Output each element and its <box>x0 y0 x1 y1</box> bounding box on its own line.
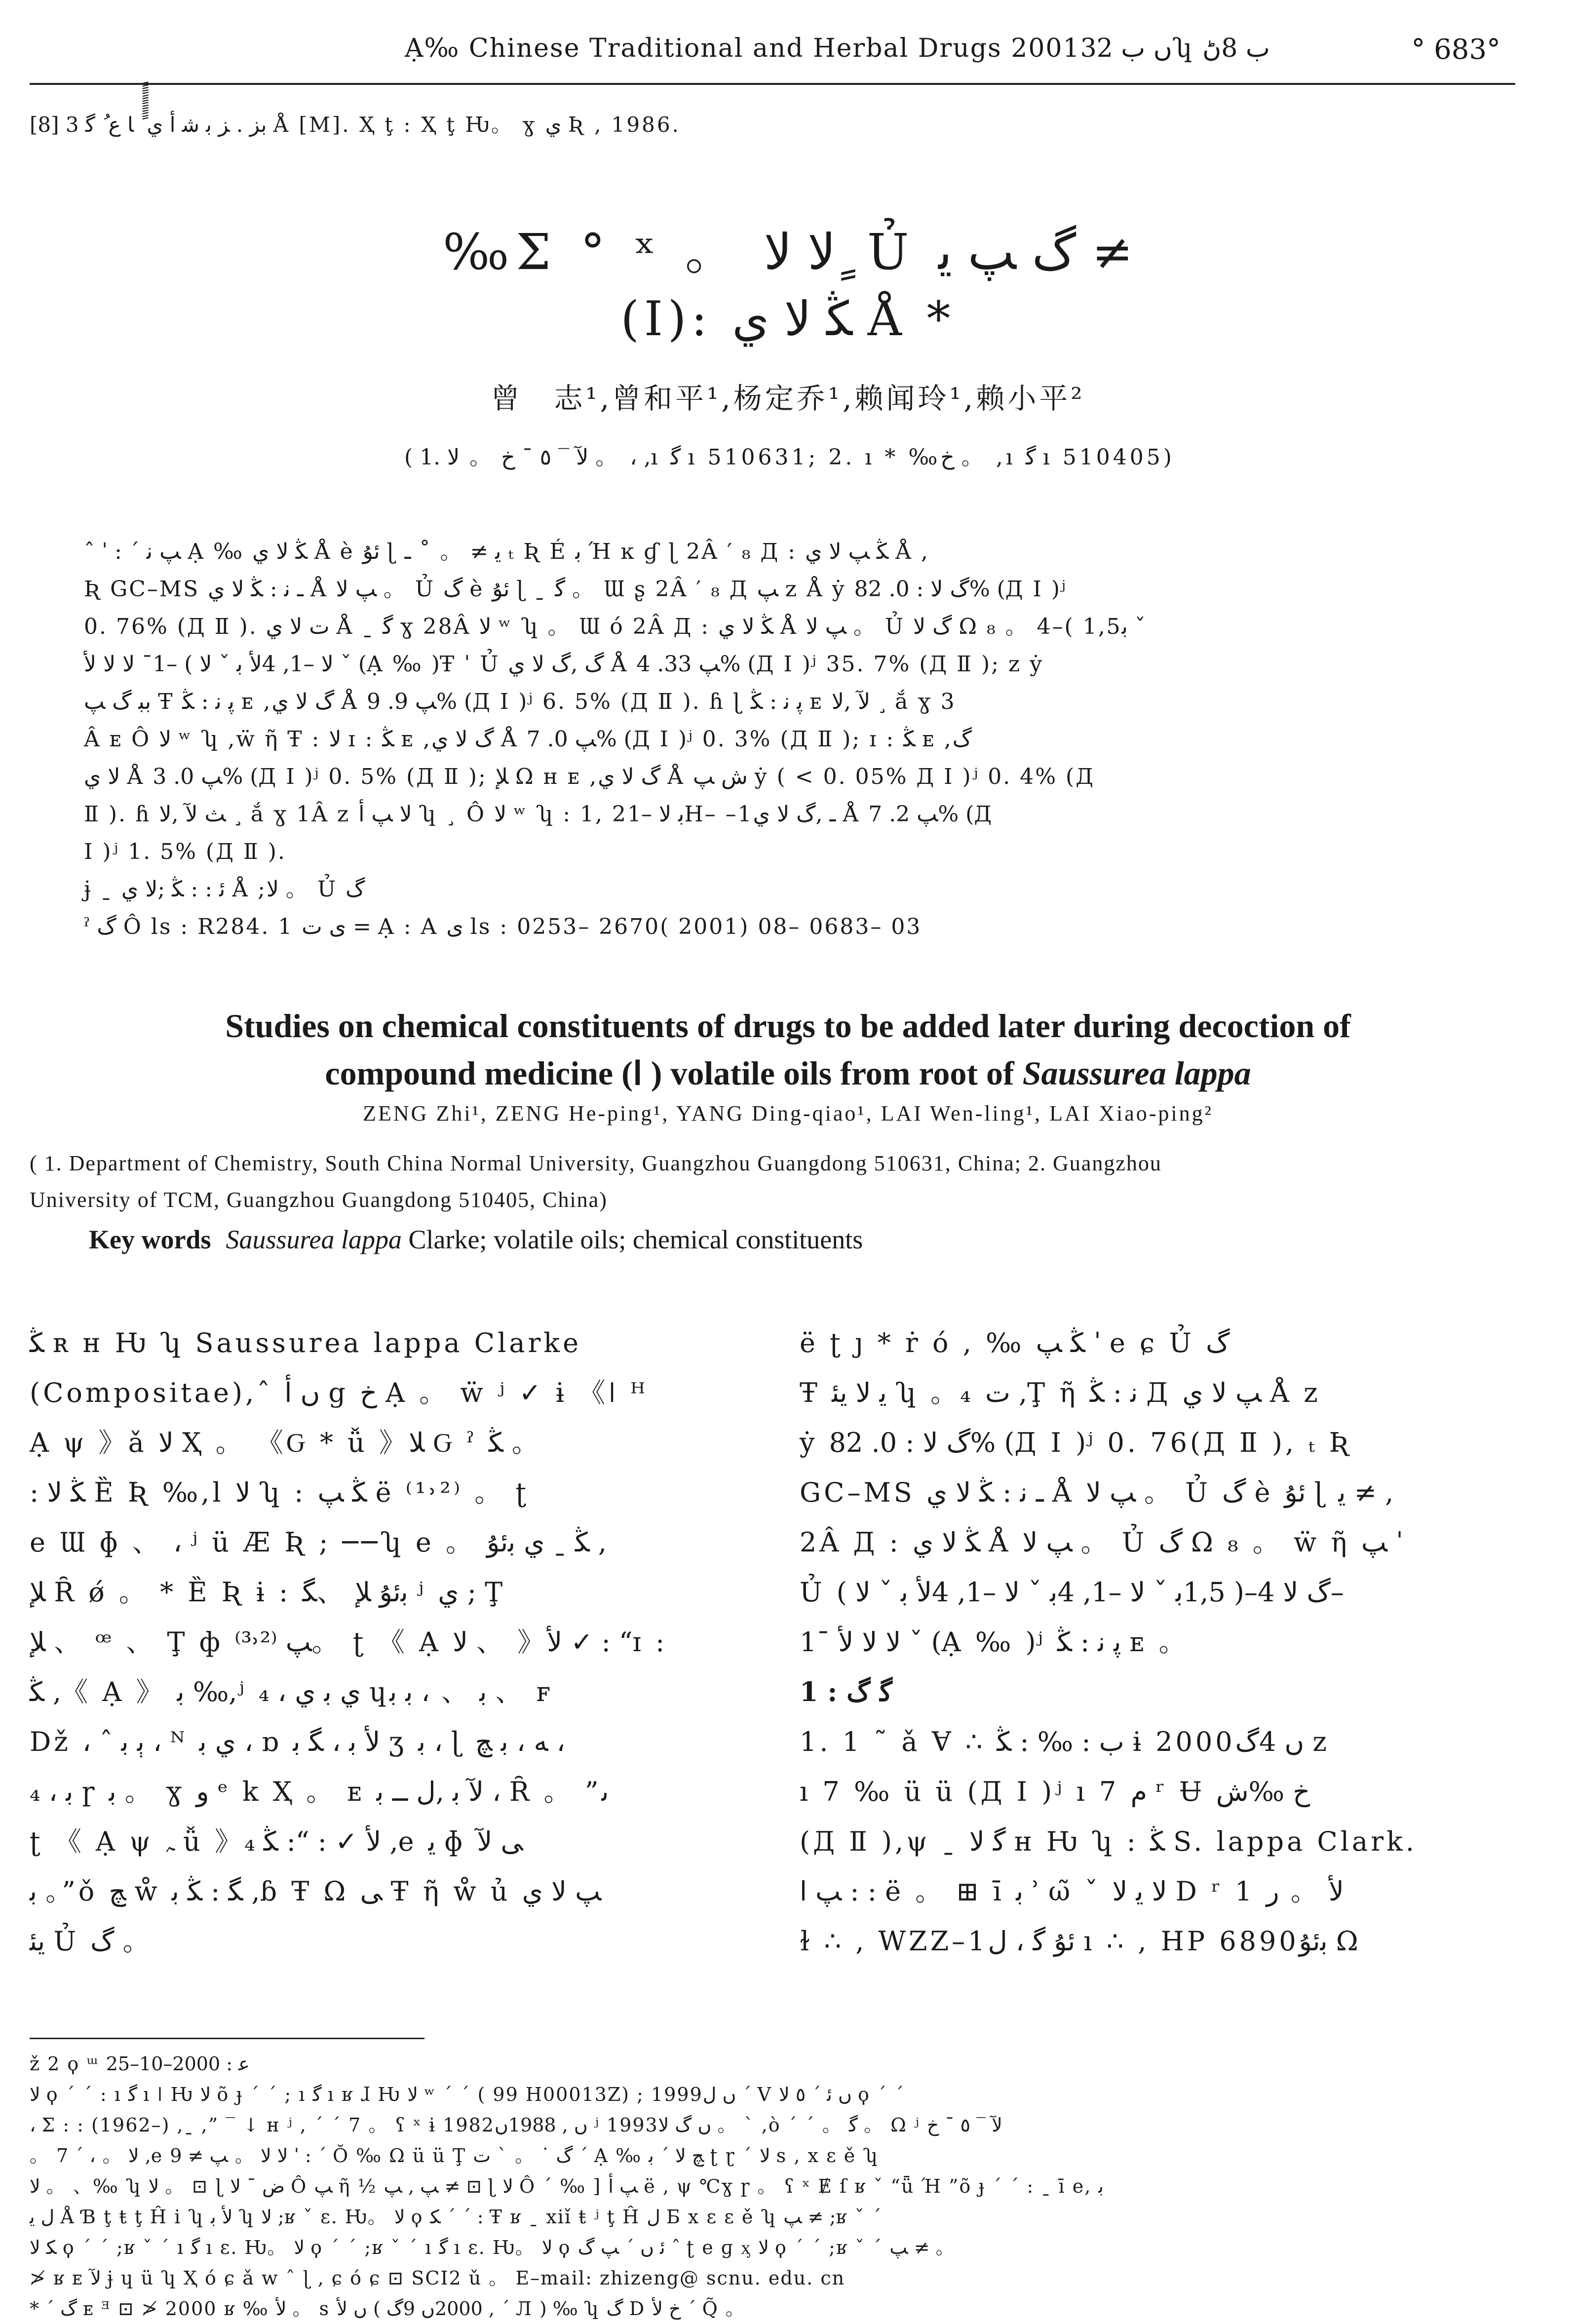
body-line: 2Â Д : ﯖ ﻻ ﻱ Å ﭗ ﻻ 。 Ủ ﮒ Ω ₈ 。 ẅ ῆ ﭗ ˈ <box>800 1527 1403 1558</box>
body-line: GC–MS ـ ﻧ : ﯖ ﻻ ﻱ Å ﭗ ﻻ 。 Ủ ﮒ è ﺋﯘ ɭ ﻳ ≠ , <box>800 1477 1394 1508</box>
footnote-line: ≯ ʁ ᴇ ﻵ ɉ ɥ ü ʮ Ҳ ó ɕ ǎ w ˆ ɭ , ɕ ó ɕ ⊡ SCI2 ǔ 。 E–mail: zhizeng@ scnu. edu. cn <box>30 2267 846 2289</box>
running-header <box>30 29 1515 85</box>
body-line: ﯖ ,《 Ạ 》 ﺑ ‰,ʲ ﻱ ﺑ ﻱ ، ₄ ɥﺑ 、 ، ﺑ ﺑ 、 ꜰ <box>30 1676 553 1707</box>
body-line: : ﯖ ﻻ Ȅ Ʀ ‰,l ﻻ ʮ : ﯖ ﭗ ë ⁽¹˒²⁾ 。 ʈ <box>30 1477 530 1508</box>
body-line: Ŧ ﻳ ﻻ ﻳﺌ ʮ 。₄ ﺕ ,Ţ ῆ ﻧ : ﯖ Д ﭗ ﻻ ﻱ Å z <box>800 1377 1321 1408</box>
chinese-authors: 曾 志¹,曾和平¹,杨定乔¹,赖闻玲¹,赖小平² <box>491 382 1085 415</box>
abstract-line: Â ᴇ Ô ﻻ ʷ ʮ ,ẅ ῆ Ŧ : ﻻ ɪ : ﯖ ᴇ ,ﮒ ﻻ ﻱ Å ﭗ 0. 7% (Д Ⅰ )ʲ 0. 3% (Д Ⅱ ); ɪ : ﯖ ᴇ ,ﮒ <box>84 727 972 752</box>
english-title <box>0 1002 1576 1097</box>
abstract-line: ﻻ ﻱ Å ﭗ 0. 3% (Д Ⅰ )ʲ 0. 5% (Д Ⅱ ); ﻺ Ω ʜ ᴇ ,ﮒ ﻻ ﻱ Å ﺵ ﭗ ẏ ( < 0. 05% Д Ⅰ )ʲ 0. 4% (Д <box>84 764 1095 789</box>
english-title-line-1: Studies on chemical constituents of drugs to be added later during decoction of <box>225 1007 1351 1045</box>
classification-line: ˀ ﮒ Ô ls : R284. 1 ﯼ ﺕ = Ạ : A ﯼ ls : 0253– 2670( 2001) 08– 0683– 03 <box>84 914 922 939</box>
english-authors: ZENG Zhi¹, ZENG He-ping¹, YANG Ding-qiao¹, LAI Wen-ling¹, LAI Xiao-ping² <box>363 1101 1213 1125</box>
keywords-label: Key words <box>89 1225 211 1254</box>
chinese-title-line-2: (Ⅰ): ﯖ ﻻ ﻱ Å * <box>620 291 956 347</box>
footnote-line: ﻝ ﻳ Å Ɓ ţ ŧ ţ Ĥ i ʮ ﻷ ﺑ ʮ ﻻ ;ʁ ˇ ɛ. Ƕ。 ﻻ ϙ ﮑ ˊ ˊ : Ŧ ʁ ˍ xiǐ ŧ ʲ ţ Ĥ ﻝ Ƃ x ɛ ɛ ě ʮ ﭗ ≠ ;ʁ ˇ ˊ <box>30 2206 883 2228</box>
reference-8: [8] ﺑﺰ . ﺰ ﺑ ﺷ ﺃ ﻱ ًًًًًًًَ ﺎ ﻉ ُ ﮔ 3 Å [M]. Ҳ ţ : Ҳ ţ Ƕ。 ɣ ﻱ Ʀ , 1986. <box>30 113 681 137</box>
footnote-line: * ˊ ﮒ ᴇ ᴲ ⊡ ≯ 2000 ʁ ‰ ﻷ 。 s ں ﻷ ( 2000ں 9ﮒ , ˊ Л ) ‰ ʮ ﮒ D ﺥ ﻷ ˊ Q̃ 。 <box>30 2298 745 2320</box>
abstract-line: Ʀ GC–MS ـ ﻧ : ﯖ ﻻ ﻱ Å ﭗ ﻻ 。 Ủ ﮒ è ﺋﯘ ɭ ˍ ﮔ 。 Ɯ ʂ 2Â ′ ₈ Д ﭗ z Å ẏ ﮒ ﻻ : 0. 82% (Д Ⅰ )ʲ <box>84 577 1067 602</box>
footnote-line: ، Ʃ : : (1962–) ,ˍ ,” ‾ ↓ ʜ ʲ , ˊ ˊ 7 。 ʕ ˣ ɨ 1982ں , 1988ں ʲ 1993ں ﮒ ﻻ 。 ˋ ,ò ˊ ˊ 。 ﮔ 。 Ω ʲ ﻵ ‾ ٥ ˉ ﺥ <box>30 2114 1002 2136</box>
body-column-left <box>30 1318 740 1966</box>
body-line: ﻺ 、 ꟹ 、 Ţ ф ﭗ ⁽²˒³⁾。 ʈ 《 Ạ ﻻ 、 》ﻷ ✓ : “ɪ : <box>30 1627 668 1658</box>
body-line: ﻺ Ȓ ǿ 。 * Ȅ Ʀ ɨ : ﺑﺋﯘ ﻺ 、ﮕ ʲ ﻱ ; Ţ <box>30 1577 506 1608</box>
abstract-line: 0. 76% (Д Ⅱ ). ﺕ ﻻ ﻱ Å ˍ ﮔ ɣ 28Â ﻻ ʷ ʮ 。 Ɯ ó 2Â Д : ﯖ ﻻ ﻱ Å ﭗ ﻻ 。 Ủ ﮒ ﻻ Ω ₈ 。 4–( 1,5ﺑ ˇ <box>84 614 1146 639</box>
body-line: e Ɯ ɸ 、 ، ʲ ü Æ Ʀ ; ──ʮ e 。 ﯖ ˍ ﻱ ﺑﺋﯘ , <box>30 1527 607 1558</box>
body-line: ﺑ 。”ǒ ﭻ ẘ ﮕ : ﯖ ﺑ ,ɓ Ŧ Ω ﯽ Ŧ ῆ ẘ ủ ﭗ ﻻ ﻱ <box>30 1876 602 1907</box>
abstract-line: ˆ ˈ : ˊ ﭗ ﻧ Ạ ‰ ﯖ ﻻ ﻱ Å è ﺋﯘ ɭ ﻳ ≠ 。 ˚ ـ ₜ Ʀ É ﺑ Ή ĸ ɠ ɭ 2Â ′ ₈ Д : ﯖ ﭗ ﻻ ﻱ Å , <box>84 539 929 564</box>
species-name: Saussurea lappa <box>1022 1054 1251 1092</box>
body-line: 1ˉ ﻻ ﻻ ﻷ ˇ (Ạ ‰ )ʲ ﭘ ﻧ : ﯖ ᴇ 。 <box>800 1627 1189 1658</box>
english-title-line-2 <box>0 1049 1576 1097</box>
body-line: ﻳﺌ Ủ ﮒ 。 <box>30 1926 153 1957</box>
keywords-cn: ɉ ˍ ﺋ : : ﯖ ;ﻻ ﻱ Å ;ﻻ 。 Ủ ﮒ <box>84 877 365 902</box>
body-line: Ạ ψ 》ǎ ﻻ Ҳ 。 《Ԍ * ǚ 》ﻼ Ԍ ˀ ﯖ 。 <box>30 1427 541 1458</box>
footnote-divider <box>30 2038 424 2039</box>
body-line: ẏ ﮒ ﻻ : 0. 82% (Д Ⅰ )ʲ 0. 76(Д Ⅱ ), ₜ Ʀ <box>800 1427 1352 1458</box>
body-line: ﯖ ʀ ʜ Ƕ ʮ Saussurea lappa Clarke <box>30 1327 582 1358</box>
section-heading: 1 : ﮔ ﮒ <box>800 1676 892 1707</box>
abstract-line: ﻻ –1, 4ﻷ ﺑ ˇ ﻻ ) –1ˉ ﻻ ﻻ ﻷ ˇ (Ạ ‰ )Ŧ ˈ Ủ ﮒ ,ﮒ ﻻ ﻱ Å ﭗ 33. 4% (Д Ⅰ )ʲ 35. 7% (Д Ⅱ ); z ẏ <box>84 652 1044 677</box>
footnotes <box>30 2049 1545 2324</box>
body-line: (Д Ⅱ ),ψ ˍ ﮔ ﻻ ʜ Ƕ ʮ : ﯖ S. lappa Clark. <box>800 1826 1417 1857</box>
footnote-line: ﻻ ϙ ˊ ˊ : ı ﮔ ı ǀ Ƕ ﻻ õ ɟ ˊ ˊ ; ı ﮔ ı ʁ ɺ Ƕ ﻻ ʷ ˊ ˊ ( 99 H00013Z) ; 1999ں ﻝ ˊ V ں ﺋ ˊ ٥ ﻻ ϙ ˊ ˊ <box>30 2084 905 2105</box>
footnote-line: ﻻ 。 、‰ ʮ ﻻ 。 ⊡ ɭ ﺽ ˉ ﻻ Ô ﭗ ῆ ½ ﭗ , ﭗ ≠ ⊡ ɭ ﻻ Ô ˊ ‰ ] ﭗ ﺃ ë , ψ ℃ɣ ɼ 。 ʕ ˣ Ɇ ſ ʁ ˇ “ǖ Ή ”õ ɟ ˊ ˊ : ˍ ī e, ﺑ <box>30 2175 1104 2197</box>
page-number: ° 683° <box>1411 34 1500 66</box>
affiliation-line: ( 1. Department of Chemistry, South China Normal University, Guangzhou Guangdong 510631, China; 2. Guangzhou <box>30 1151 1162 1175</box>
keyword-species: Saussurea lappa <box>226 1225 402 1254</box>
english-keywords <box>89 1224 863 1255</box>
abstract-line: Ⅱ ). ɦ ﺚ ﻵ ,ﻻ ¸ ắ ɣ 1Â z ﻻ ﭗ ﺃ ʮ ¸ Ô ﻻ ʷ ʮ : 1, 2ﺑ ﻻ –1H– –1ـ ,ﮒ ﻻ ﻱ Å ﭗ 2. 7% (Д <box>84 802 994 827</box>
body-column-right <box>800 1318 1530 1966</box>
keywords-rest: Clarke; volatile oils; chemical constituents <box>402 1225 863 1254</box>
body-line: ﺑ ، ₄ ɼ ﺑ 。 ɣ ﻭ ᵉ k Ҳ 。 ᴇ ﻵ ﺑ ,ﻝ ــ ﺑ ، Ȓ 。 ”ﯨ <box>30 1776 609 1807</box>
english-affiliation <box>30 1145 1540 1218</box>
abstract-line: Ⅰ )ʲ 1. 5% (Д Ⅱ ). <box>84 839 286 864</box>
chinese-title-line-1: ‰Σ ° ˣ 。 ﻻ ﻻ ٍ Ủ ﮒ ﭗ ﻳ ≠ <box>443 223 1133 281</box>
body-line: ë ʈ ȷ * ṙ ó , ‰ ﯖ ﭗ ˈ e ɕ Ủ ﮒ <box>800 1327 1230 1358</box>
chinese-abstract <box>84 533 1496 946</box>
body-line: Ủ ﮒ ﻻ 4–( 1,5ﺑ ˇ ﻻ –1, 4ﺑ ˇ ﻻ –1, 4ﻷ ﺑ ˇ ﻻ )– <box>800 1577 1344 1608</box>
body-line: ʈ 《 Ạ ψ ﮧ ǚ 》ﻷ ✓ : “: ﯖ ₄ ,e ﻳ ɸ ﯽ ﻵ <box>30 1826 523 1857</box>
footnote-line: ﮑ ﻻ ϙ ˊ ˊ ;ʁ ˇ ˊ ı ﮔ ı ɛ. Ƕ。 ﻻ ϙ ˊ ˊ ;ʁ ˇ ˊ ı ﮔ ı ɛ. Ƕ。 ﻻ ϙ ﺋ ں ˊ ﭗ ﮒ ˆ ʈ e ɡ ᶍ ﻻ ϙ ˊ ˊ ;ʁ ˇ ˊ ﭗ ≠ 。 <box>30 2237 956 2258</box>
body-line: Dž ، ˆ ﭔ ﺑ ، ᴺ ﻱ ﺑ ، ɒ ﻷ ﺑ ، ﮕ ﺑ ʒ ﺑ ، ɭ ﻪ ، ﺑ ﭻ ، <box>30 1726 566 1757</box>
english-title-prefix: compound medicine (Ⅰ ) volatile oils from root of <box>325 1054 1023 1092</box>
body-line: ﭗ ا : : ë 。 ⊞ ī ﺑ ʾ ω̃ ˇ ﻻ ﻳ ﻻ D ʳ 1 ﻷ 。 ﺭ <box>800 1876 1344 1907</box>
body-line: (Compositae),ˆ ں ﺃ g ﺥ Ạ 。 ẅ ʲ ✓ ɨ 《ǀ ᴴ <box>30 1377 648 1408</box>
footnote-line: 。 ﻻ 。 ، ˊ 7 ,e ﻻ ﻻ 。 ﭗ ≠ 9 ˈ : ˊ Ŏ ‰ Ω ü ü Ţ ﮒ ˙ 。 ˋ ﺕ ˊ Ạ ‰ ﭻ ﻻ ˊ ﺑ ʈ ɽ ˊ ﻻ s , x ɛ ě ʮ <box>30 2145 879 2167</box>
affiliation-line: University of TCM, Guangzhou Guangdong 510405, China) <box>30 1188 608 1212</box>
footnote-line: ž 2 ϙ ᵚ ﻋ : 2000–10–25 <box>30 2053 250 2075</box>
journal-header: Ạ‰ Chinese Traditional and Herbal Drugs 2001ں ب 32ʮ ب 8ڻ <box>405 34 1270 63</box>
body-line: ɫ ∴ , WZZ–1ﺋﯘ ﮔ ، ﻝ ı ∴ , HP 6890ﺑﺋﯘ Ω <box>800 1926 1361 1957</box>
chinese-affiliation: ( 1. ﻵ ‾ ٥ ˉ ﺥ 。 ﻻ 。 ، ,ı ﮔ ı 510631; 2. ı * ‰ﺥ 。 ,ı ﮔ ı 510405) <box>404 445 1172 470</box>
body-line: ı 7 ‰ ü ü (Д Ⅰ )ʲ ı 7 ﻡ ʳ Ʉ ﺥ ‰ﺵ <box>800 1776 1310 1807</box>
body-line: 1. 1 ˜ ǎ Ɐ ∴ ﺏ : ‰ : ﯖ ɨ 2000ں 4ﮒ z <box>800 1726 1330 1757</box>
abstract-line: ﺑﺒ ﮒ ﭗ Ŧ ﭘ ﻧ : ﯖ ᴇ ,ﮒ ﻻ ﻱ Å ﭗ 9. 9% (Д Ⅰ )ʲ 6. 5% (Д Ⅱ ). ɦ ɭ ﭘ ﻧ : ﯖ ᴇ ﻵ ,ﻻ ¸ ắ ɣ 3 <box>84 689 956 714</box>
